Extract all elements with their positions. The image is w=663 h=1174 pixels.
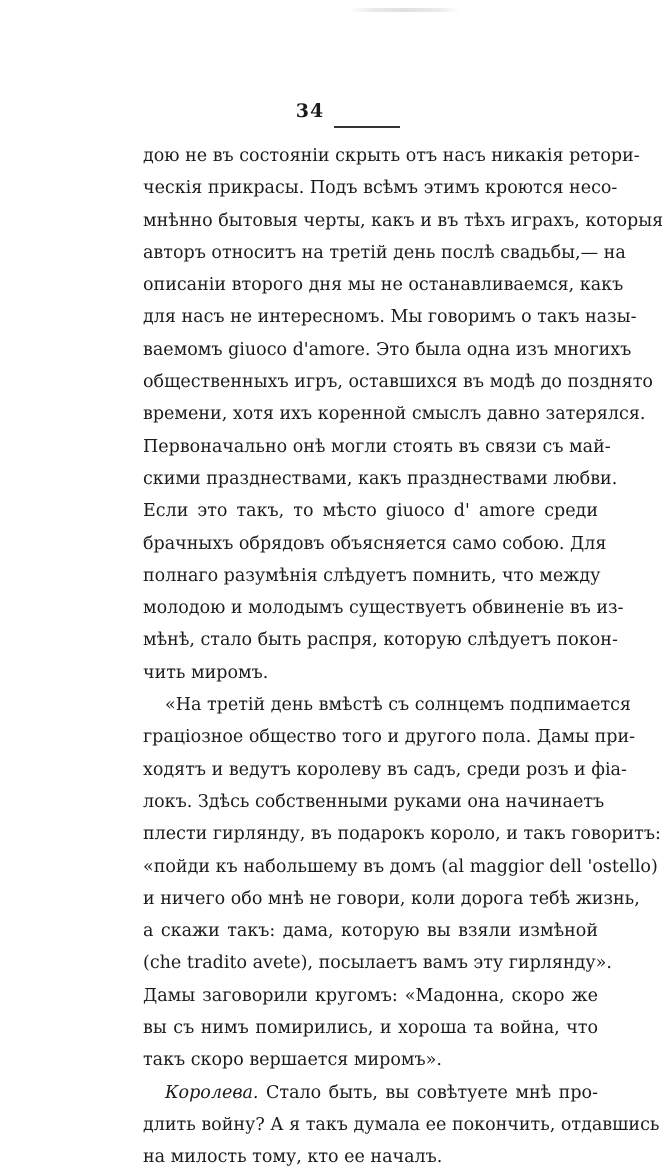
text-line: общественныхъ игръ, оставшихся въ модѣ до позднято [143,372,653,393]
text-line: описаніи второго дня мы не останавливаемся, какъ [143,275,624,296]
text-line: ческія прикрасы. Подъ всѣмъ этимъ кроются несо- [143,178,618,199]
text-line: на милость тому, кто ее началъ. [143,1147,443,1168]
text-line: Если это такъ, то мѣсто giuoco d' amore среди [143,501,598,522]
text-line: вы съ нимъ помирились, и хороша та война, что [143,1018,598,1039]
text-line: для насъ не интересномъ. Мы говоримъ о такъ назы- [143,307,637,328]
text-line: мнѣнно бытовыя черты, какъ и въ тѣхъ играхъ, которыя [143,210,663,231]
text-line: а скажи такъ: дама, которую вы взяли измѣной [143,921,598,942]
text-line: скими празднествами, какъ празднествами любви. [143,468,618,489]
text-line: чить миромъ. [143,662,269,683]
text-line: полнаго разумѣнія слѣдуетъ помнить, что между [143,565,601,586]
text-line: локъ. Здѣсь собственными руками она начинаетъ [143,791,605,812]
text-line: такъ скоро вершается миромъ». [143,1050,442,1071]
page-number-underline [334,126,400,128]
scan-artifact [350,8,460,12]
text-line: мѣнѣ, стало быть распря, которую слѣдуетъ покон- [143,630,618,651]
text-line [143,1077,598,1109]
text-line: граціозное общество того и другого пола. Дамы при- [143,727,636,748]
text-line: «На третій день вмѣстѣ съ солнцемъ подпимается [165,695,631,716]
text-line: «пойди къ набольшему въ домъ (al maggior dell 'ostello) [143,856,658,877]
text-line: и ничего обо мнѣ не говори, коли дорога тебѣ жизнь, [143,888,640,909]
body-text [143,140,663,1174]
text-line: Первоначально онѣ могли стоять въ связи съ май- [143,436,611,457]
text-line: брачныхъ обрядовъ объясняется само собою. Для [143,533,607,554]
page-number: 34 [295,100,325,122]
text-line: Дамы заговорили кругомъ: «Мадонна, скоро же [143,985,598,1006]
text-line: дою не въ состояніи скрыть отъ насъ никакія ретори- [143,146,640,166]
text-line: ходятъ и ведутъ королеву въ садъ, среди розъ и фіа- [143,759,627,780]
text-line: (che tradito avete), посылаетъ вамъ эту гирлянду». [143,953,612,974]
text-line: молодою и молодымъ существуетъ обвиненіе въ из- [143,598,624,619]
speaker-text: Стало быть, вы совѣтуете мнѣ про- [266,1082,598,1103]
text-line: плести гирлянду, въ подарокъ короло, и такъ говоритъ: [143,824,661,845]
text-line: длить войну? А я такъ думала ее покончить, отдавшись [143,1114,660,1135]
text-line: ваемомъ giuoco d'amore. Это была одна изъ многихъ [143,339,632,360]
text-line: времени, хотя ихъ коренной смыслъ давно затерялся. [143,404,646,425]
text-line: авторъ относитъ на третій день послѣ свадьбы,— на [143,242,626,263]
speaker-name: Королева. [165,1082,259,1103]
